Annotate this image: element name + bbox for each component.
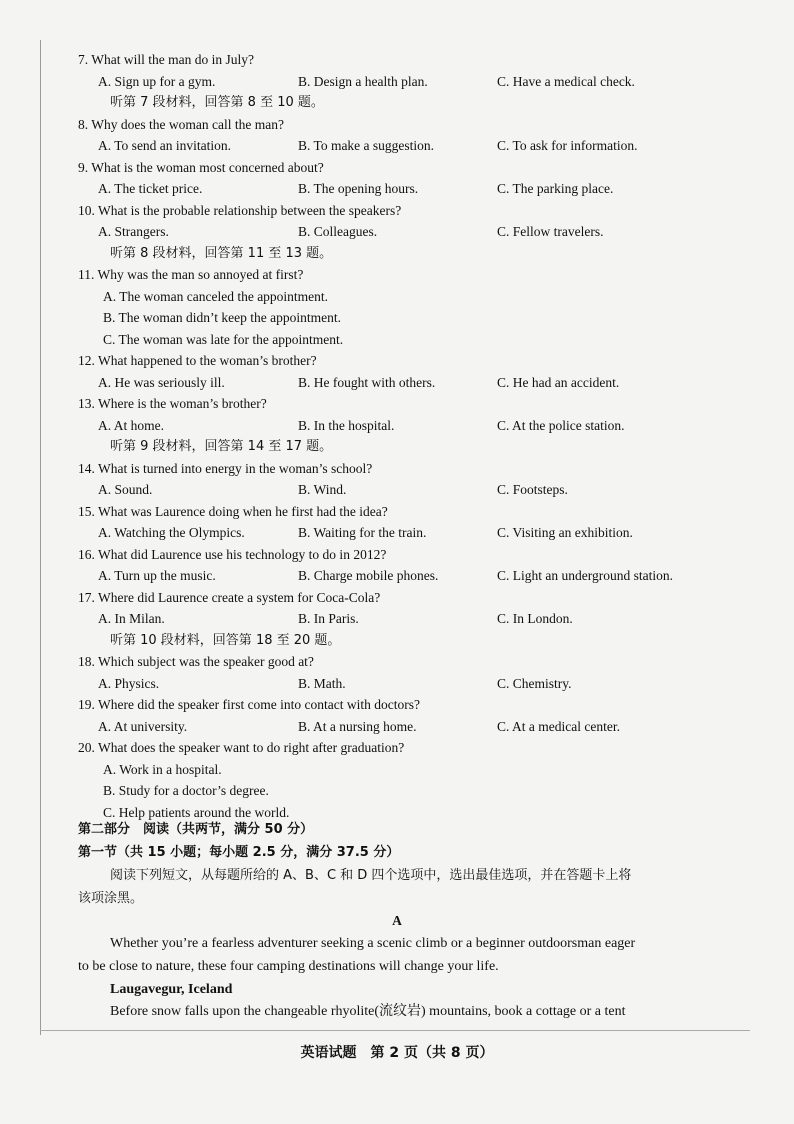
answer-option-a: A. To send an invitation. [98,138,232,153]
answer-option-a: A. Sound. [98,482,153,497]
question-stem: 16. What did Laurence use his technology to do in 2012? [78,546,387,562]
answer-option-a: A. Watching the Olympics. [98,525,245,540]
section-instruction: 听第 7 段材料，回答第 8 至 10 题。 [110,95,324,110]
answer-option: A. The woman canceled the appointment. [103,288,329,304]
answer-option-a: A. In Milan. [98,611,165,626]
answer-option-b: B. Math. [298,675,346,691]
answer-option-a: A. At home. [98,417,164,433]
answer-option-a: A. At university. [98,718,188,734]
question-stem: 15. What was Laurence doing when he first had the idea? [78,503,388,519]
answer-option-b: B. Charge mobile phones. [298,568,439,583]
answer-option-c: C. The parking place. [497,181,614,196]
answer-option: A. Work in a hospital. [103,761,222,777]
answer-option-b: B. Wind. [298,482,347,497]
answer-option-a: A. The ticket price. [98,181,203,196]
page-footer: 英语试题 第 2 页（共 8 页） [300,1045,494,1061]
passage-label: A [392,913,402,928]
answer-option-b: B. At a nursing home. [298,718,417,734]
answer-option-c: C. Visiting an exhibition. [497,525,633,540]
question-stem: 12. What happened to the woman’s brother? [78,353,317,368]
answer-option-b: B. Colleagues. [298,224,378,239]
passage-line-2: to be close to nature, these four camping destinations will change your life. [78,959,499,974]
question-stem: 19. Where did the speaker first come into contact with doctors? [78,697,421,712]
answer-option-b: B. Design a health plan. [298,73,428,89]
section-instruction: 听第 10 段材料，回答第 18 至 20 题。 [110,632,341,648]
answer-option: C. The woman was late for the appointment. [103,331,344,347]
question-stem: 14. What is turned into energy in the woman’s school? [78,460,373,476]
answer-option-b: B. He fought with others. [298,374,436,390]
answer-option-a: A. Strangers. [98,224,169,239]
destination-heading: Laugavegur, Iceland [110,982,233,997]
instruction-line-2: 该项涂黑。 [78,891,144,906]
section1-heading: 第一节（共 15 小题；每小题 2.5 分，满分 37.5 分） [78,845,400,860]
passage-line-1: Whether you’re a fearless adventurer seeking a scenic climb or a beginner outdoorsman eager [110,936,636,951]
question-stem: 7. What will the man do in July? [78,52,254,67]
question-stem: 17. Where did Laurence create a system for Coca-Cola? [78,589,381,605]
answer-option-b: B. In Paris. [298,611,359,626]
answer-option-b: B. The opening hours. [298,181,419,196]
section-instruction: 听第 8 段材料，回答第 11 至 13 题。 [110,245,333,261]
answer-option-c: C. Light an underground station. [497,568,673,583]
answer-option-a: A. He was seriously ill. [98,374,225,390]
answer-option: B. Study for a doctor’s degree. [103,783,269,798]
answer-option-c: C. Have a medical check. [497,73,635,89]
answer-option-a: A. Physics. [98,675,160,691]
section-instruction: 听第 9 段材料，回答第 14 至 17 题。 [110,439,333,454]
question-stem: 10. What is the probable relationship between the speakers? [78,202,402,218]
question-stem: 20. What does the speaker want to do right after graduation? [78,740,405,755]
question-stem: 11. Why was the man so annoyed at first? [78,267,304,282]
answer-option-a: A. Sign up for a gym. [98,73,216,89]
footer-rule [40,1030,750,1031]
answer-option-b: B. Waiting for the train. [298,525,427,540]
answer-option-c: C. Footsteps. [497,482,568,497]
answer-option-c: C. He had an accident. [497,374,620,390]
answer-option-b: B. To make a suggestion. [298,138,435,153]
question-stem: 13. Where is the woman’s brother? [78,396,267,411]
instruction-line-1: 阅读下列短文，从每题所给的 A、B、C 和 D 四个选项中，选出最佳选项，并在答题卡上将 [110,868,632,883]
question-stem: 18. Which subject was the speaker good at? [78,654,314,669]
part2-heading: 第二部分 阅读（共两节，满分 50 分） [78,822,314,837]
answer-option-c: C. At a medical center. [497,718,620,734]
answer-option-c: C. At the police station. [497,417,625,433]
answer-option-c: C. In London. [497,611,573,626]
answer-option: B. The woman didn’t keep the appointment. [103,310,341,325]
answer-option-c: C. Chemistry. [497,675,572,691]
answer-option-a: A. Turn up the music. [98,568,216,583]
answer-option: C. Help patients around the world. [103,804,290,820]
question-stem: 9. What is the woman most concerned about? [78,159,324,175]
passage-line-3: Before snow falls upon the changeable rhyolite(流纹岩) mountains, book a cottage or a tent [110,1004,626,1019]
question-stem: 8. Why does the woman call the man? [78,116,284,132]
answer-option-b: B. In the hospital. [298,417,395,433]
answer-option-c: C. Fellow travelers. [497,224,604,239]
answer-option-c: C. To ask for information. [497,138,638,153]
left-margin-rule [40,40,41,1035]
